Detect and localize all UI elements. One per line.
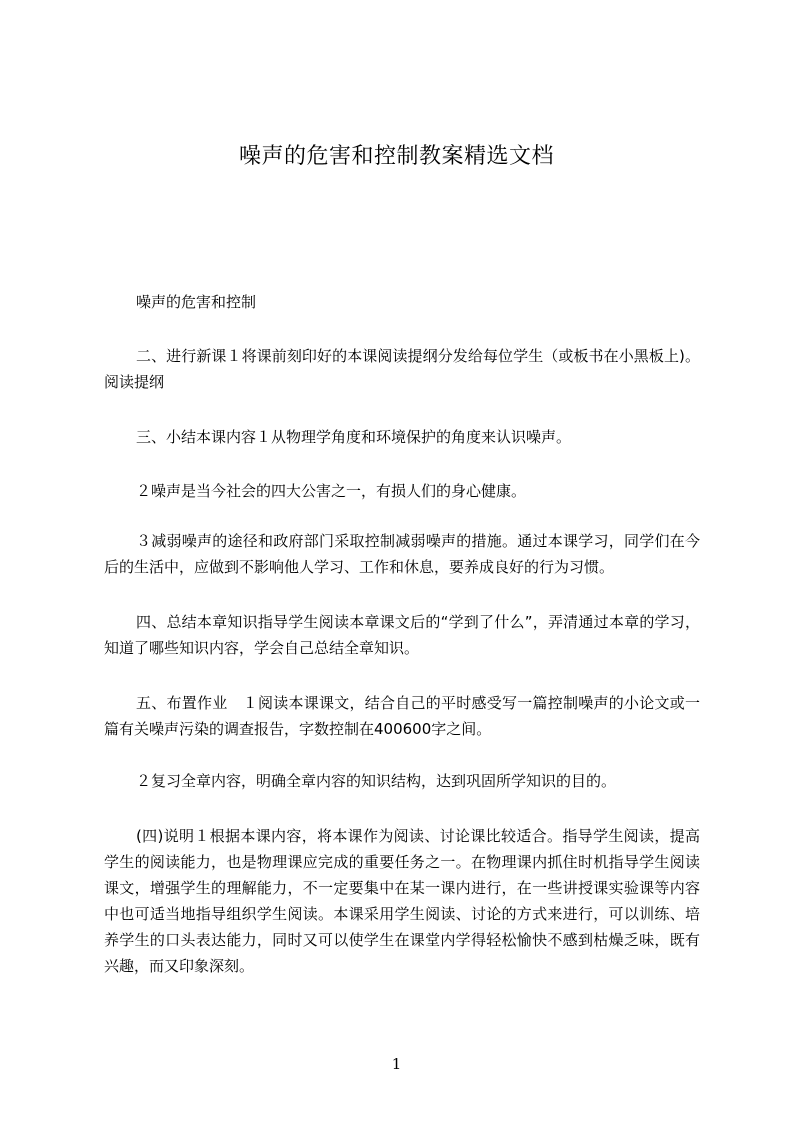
- paragraph-summary: 三、小结本课内容１从物理学角度和环境保护的角度来认识噪声。: [136, 428, 572, 446]
- paragraph-explanation: (四)说明１根据本课内容，将本课作为阅读、讨论课比较适合。指导学生阅读，提高学生的阅读能力，也是物理课应完成的重要任务之一。在物理课内抓住时机指导学生阅读课文，增强学生的理解能力，不一定要集中在某一课内进行，在一些讲授课实验课等内容中也可适当地指导组织学生阅读。本课采用学生阅读、讨论的方式来进行，可以训练、培养学生的口头表达能力，同时又可以使学生在课堂内学得轻松愉快不感到枯燥乏味，既有兴趣，而又印象深刻。: [104, 827, 700, 975]
- paragraph-homework: 五、布置作业 １阅读本课课文，结合自己的平时感受写一篇控制噪声的小论文或一篇有关噪声污染的调查报告，字数控制在400600字之间。: [104, 694, 700, 738]
- page-number: 1: [391, 1055, 402, 1073]
- document-title: 噪声的危害和控制教案精选文档: [238, 144, 554, 169]
- paragraph-noise-hazard: ２噪声是当今社会的四大公害之一，有损人们的身心健康。: [136, 482, 527, 500]
- paragraph-heading: 噪声的危害和控制: [136, 293, 257, 311]
- paragraph-chapter-review: 四、总结本章知识指导学生阅读本章课文后的“学到了什么”，弄清通过本章的学习，知道了哪些知识内容，学会自己总结全章知识。: [104, 613, 700, 657]
- paragraph-new-lesson: 二、进行新课１将课前刻印好的本课阅读提纲分发给每位学生（或板书在小黑板上)。阅读提纲: [104, 347, 700, 391]
- paragraph-noise-reduction: ３减弱噪声的途径和政府部门采取控制减弱噪声的措施。通过本课学习，同学们在今后的生活中，应做到不影响他人学习、工作和休息，要养成良好的行为习惯。: [104, 532, 700, 576]
- paragraph-review-chapter: ２复习全章内容，明确全章内容的知识结构，达到巩固所学知识的目的。: [136, 772, 617, 790]
